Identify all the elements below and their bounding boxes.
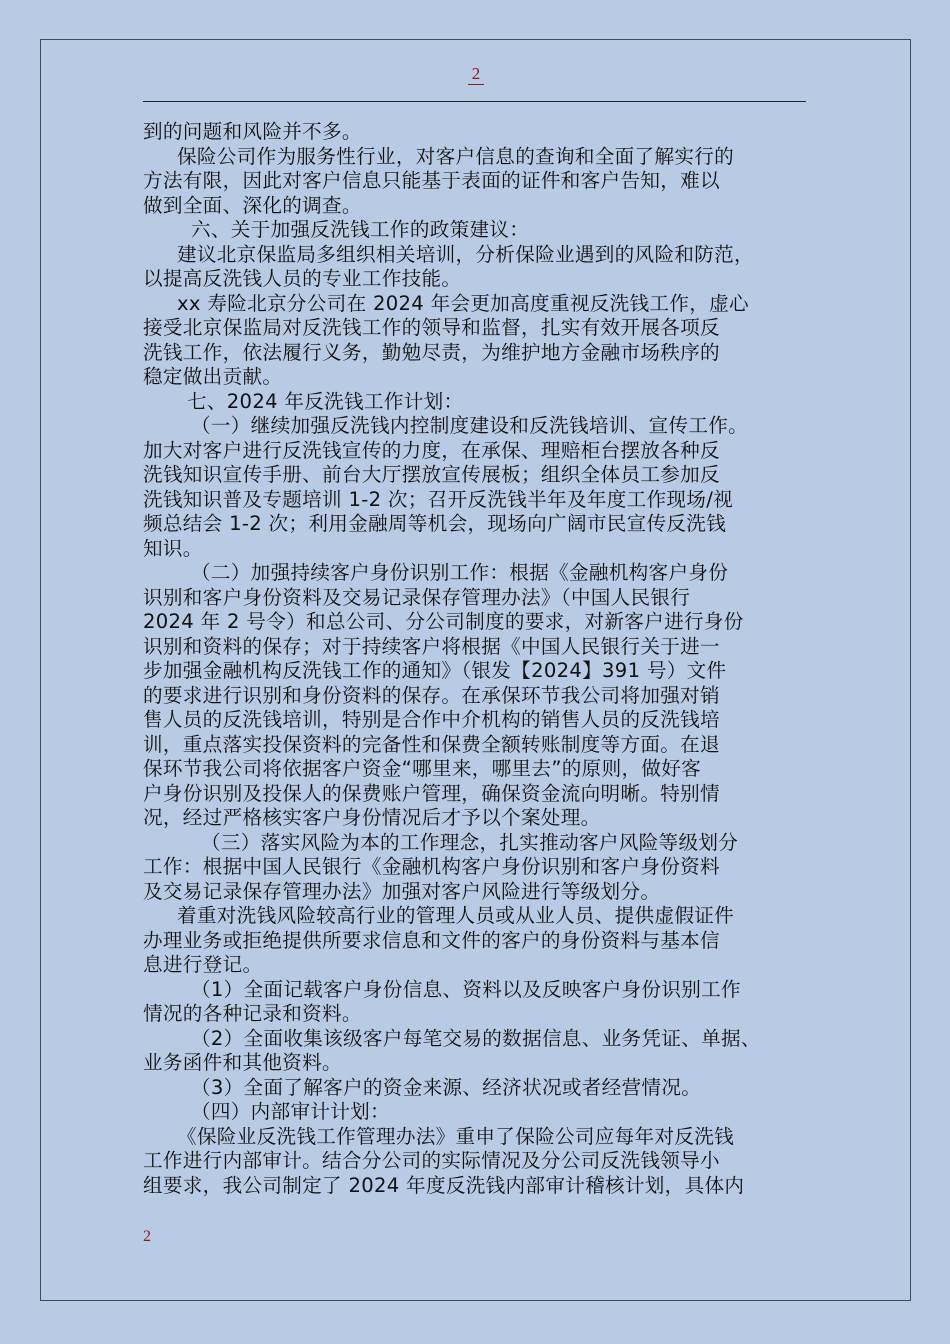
document-body	[143, 120, 811, 1198]
text-line: 售人员的反洗钱培训，特别是合作中介机构的销售人员的反洗钱培	[143, 708, 720, 731]
text-line: 以提高反洗钱人员的专业工作技能。	[143, 267, 462, 290]
text-line: 建议北京保监局多组织相关培训，分析保险业遇到的风险和防范，	[177, 242, 754, 266]
text-line: 保险公司作为服务性行业，对客户信息的查询和全面了解实行的	[177, 144, 735, 168]
text-line: （四）内部审计计划：	[191, 1100, 390, 1123]
text-line: 洗钱知识普及专题培训 1-2 次；召开反洗钱半年及年度工作现场/视	[143, 487, 733, 511]
text-line: （一）继续加强反洗钱内控制度建设和反洗钱培训、宣传工作。	[191, 414, 749, 437]
footer-page-number: 2	[143, 1228, 151, 1245]
text-line: （1）全面记载客户身份信息、资料以及反映客户身份识别工作	[191, 977, 741, 1001]
text-line: 着重对洗钱风险较高行业的管理人员或从业人员、提供虚假证件	[177, 904, 735, 927]
text-line: 工作：根据中国人民银行《金融机构客户身份识别和客户身份资料	[143, 855, 720, 878]
text-line: 稳定做出贡献。	[143, 365, 283, 388]
text-line: 洗钱工作，依法履行义务，勤勉尽责，为维护地方金融市场秩序的	[143, 340, 720, 364]
text-line: 情况的各种记录和资料。	[143, 1002, 362, 1025]
text-line: 步加强金融机构反洗钱工作的通知》（银发【2024】391 号）文件	[143, 659, 727, 682]
text-line: 接受北京保监局对反洗钱工作的领导和监督，扎实有效开展各项反	[143, 316, 720, 339]
text-line: 《保险业反洗钱工作管理办法》重申了保险公司应每年对反洗钱	[177, 1124, 735, 1148]
text-line: 到的问题和风险并不多。	[143, 120, 362, 143]
header-rule	[143, 101, 806, 102]
text-line: （二）加强持续客户身份识别工作：根据《金融机构客户身份	[191, 561, 729, 584]
text-line: （3）全面了解客户的资金来源、经济状况或者经营情况。	[191, 1075, 702, 1099]
text-line: 训，重点落实投保资料的完备性和保费全额转账制度等方面。在退	[143, 732, 720, 756]
text-line: 频总结会 1-2 次；利用金融周等机会，现场向广阔市民宣传反洗钱	[143, 512, 727, 535]
text-line: 识别和客户身份资料及交易记录保存管理办法》（中国人民银行	[143, 585, 691, 609]
header-page-number: 2	[468, 64, 484, 85]
text-line: 方法有限，因此对客户信息只能基于表面的证件和客户告知，难以	[143, 169, 720, 192]
text-line: 办理业务或拒绝提供所要求信息和文件的客户的身份资料与基本信	[143, 928, 720, 952]
text-line: 洗钱知识宣传手册、前台大厅摆放宣传展板；组织全体员工参加反	[143, 463, 720, 486]
text-line: 工作进行内部审计。结合分公司的实际情况及分公司反洗钱领导小	[143, 1149, 720, 1172]
text-line: 业务函件和其他资料。	[143, 1051, 342, 1074]
text-line: 组要求，我公司制定了 2024 年度反洗钱内部审计稽核计划，具体内	[143, 1173, 745, 1197]
text-line: 识别和资料的保存；对于持续客户将根据《中国人民银行关于进一	[143, 634, 720, 658]
text-line: 知识。	[143, 536, 203, 560]
text-line: 况，经过严格核实客户身份情况后才予以个案处理。	[143, 806, 601, 829]
text-line: 2024 年 2 号令）和总公司、分公司制度的要求，对新客户进行身份	[143, 610, 744, 633]
text-line: 及交易记录保存管理办法》加强对客户风险进行等级划分。	[143, 879, 661, 903]
text-line: 七、2024 年反洗钱工作计划：	[187, 389, 464, 413]
text-line: 的要求进行识别和身份资料的保存。在承保环节我公司将加强对销	[143, 683, 720, 707]
text-line: （三）落实风险为本的工作理念，扎实推动客户风险等级划分	[201, 830, 739, 854]
text-line: 户身份识别及投保人的保费账户管理，确保资金流向明晰。特别情	[143, 781, 720, 805]
text-line: （2）全面收集该级客户每笔交易的数据信息、业务凭证、单据、	[191, 1026, 761, 1050]
text-line: 加大对客户进行反洗钱宣传的力度，在承保、理赔柜台摆放各种反	[143, 438, 720, 462]
text-line: 六、关于加强反洗钱工作的政策建议：	[191, 218, 530, 241]
text-line: xx 寿险北京分公司在 2024 年会更加高度重视反洗钱工作，虚心	[177, 291, 749, 315]
text-line: 息进行登记。	[143, 953, 263, 976]
text-line: 做到全面、深化的调查。	[143, 193, 362, 217]
text-line: 保环节我公司将依据客户资金“哪里来，哪里去”的原则，做好客	[143, 757, 702, 780]
